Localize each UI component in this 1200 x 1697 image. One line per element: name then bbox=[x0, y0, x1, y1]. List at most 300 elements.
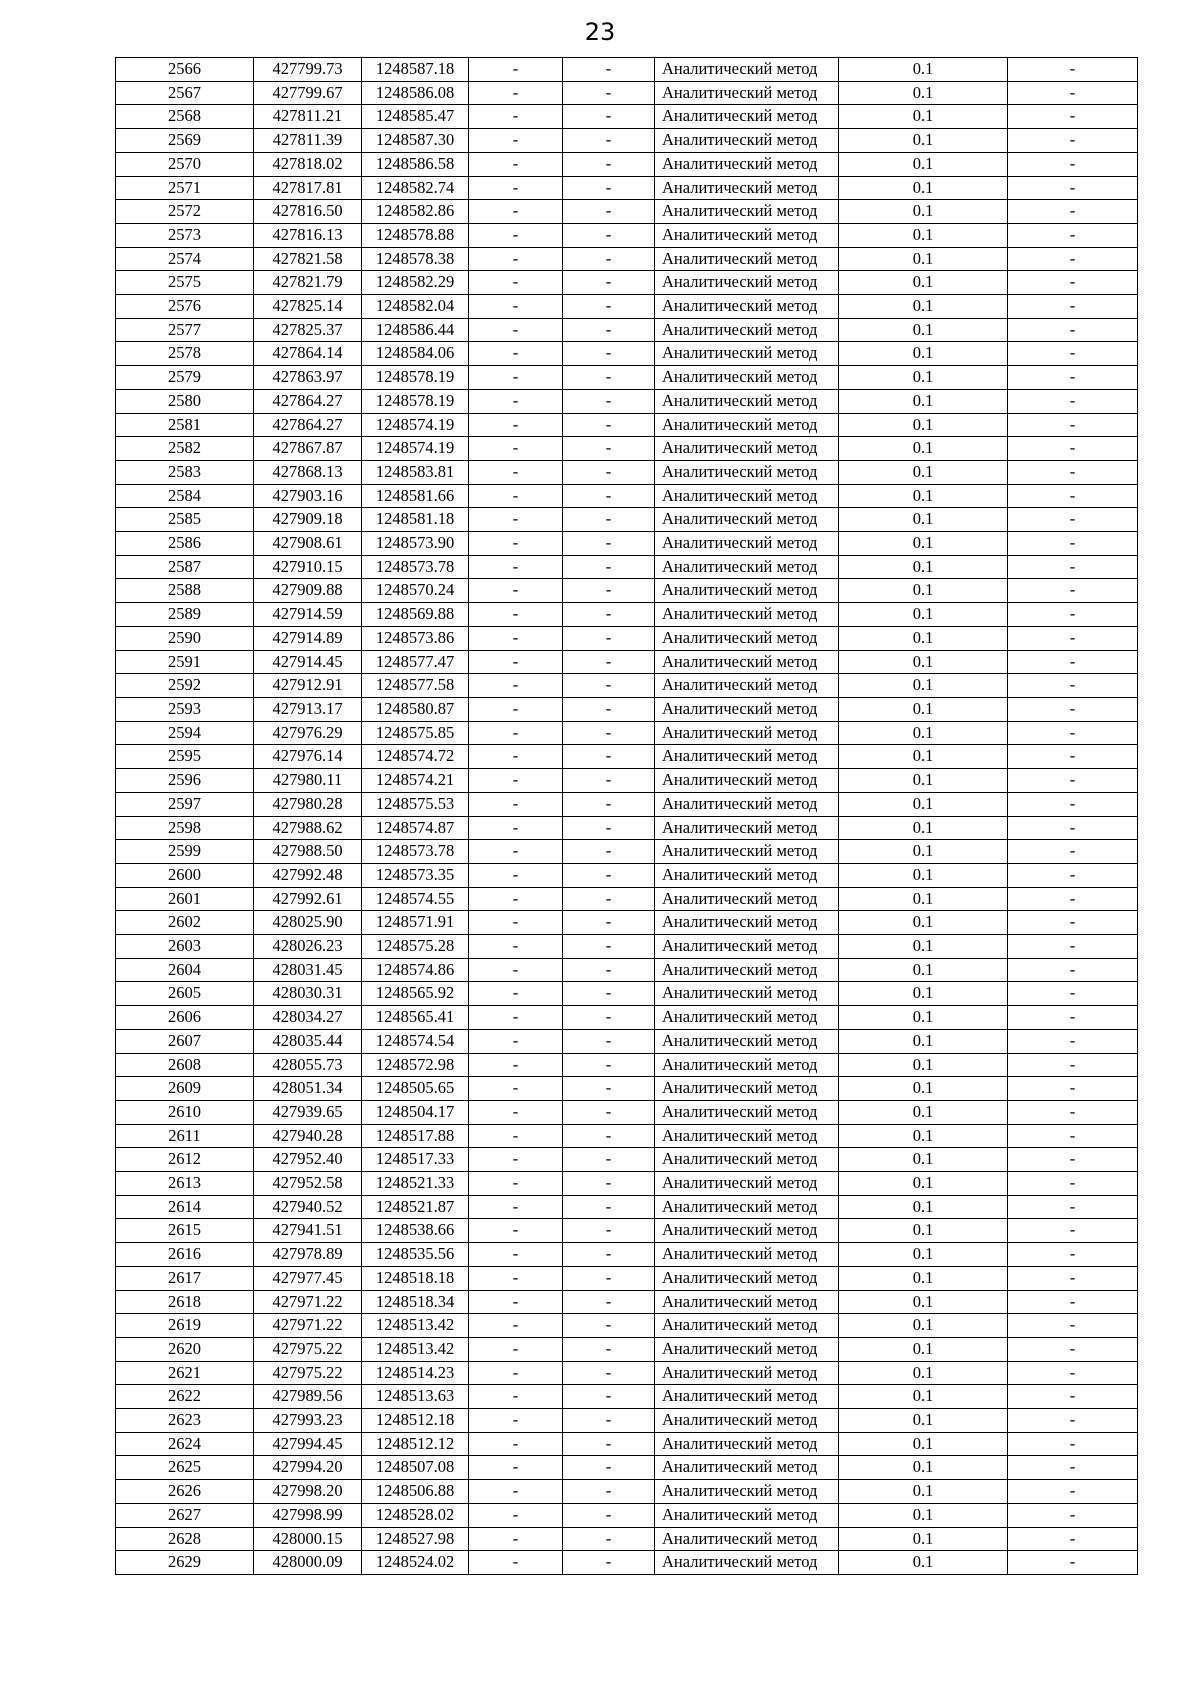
method-cell: Аналитический метод bbox=[655, 342, 839, 366]
point-number-cell: 2611 bbox=[116, 1124, 254, 1148]
x-coordinate-cell: 427816.13 bbox=[254, 223, 362, 247]
dash-cell: - bbox=[563, 1503, 655, 1527]
x-coordinate-cell: 427821.58 bbox=[254, 247, 362, 271]
point-number-cell: 2619 bbox=[116, 1314, 254, 1338]
x-coordinate-cell: 427825.37 bbox=[254, 318, 362, 342]
dash-cell: - bbox=[563, 626, 655, 650]
dash-cell: - bbox=[469, 389, 563, 413]
x-coordinate-cell: 428025.90 bbox=[254, 911, 362, 935]
method-cell: Аналитический метод bbox=[655, 792, 839, 816]
x-coordinate-cell: 427940.52 bbox=[254, 1195, 362, 1219]
dash-cell: - bbox=[469, 674, 563, 698]
dash-cell: - bbox=[563, 366, 655, 390]
table-row bbox=[116, 1480, 1138, 1504]
dash-cell: - bbox=[563, 887, 655, 911]
dash-cell: - bbox=[469, 887, 563, 911]
point-number-cell: 2568 bbox=[116, 105, 254, 129]
y-coordinate-cell: 1248573.35 bbox=[362, 863, 469, 887]
precision-cell: 0.1 bbox=[839, 105, 1008, 129]
precision-cell: 0.1 bbox=[839, 271, 1008, 295]
precision-cell: 0.1 bbox=[839, 1195, 1008, 1219]
dash-cell: - bbox=[563, 769, 655, 793]
dash-cell: - bbox=[1008, 1219, 1138, 1243]
table-row bbox=[116, 1195, 1138, 1219]
dash-cell: - bbox=[1008, 1100, 1138, 1124]
method-cell: Аналитический метод bbox=[655, 863, 839, 887]
dash-cell: - bbox=[1008, 1266, 1138, 1290]
point-number-cell: 2609 bbox=[116, 1077, 254, 1101]
dash-cell: - bbox=[469, 1243, 563, 1267]
dash-cell: - bbox=[1008, 982, 1138, 1006]
y-coordinate-cell: 1248517.88 bbox=[362, 1124, 469, 1148]
method-cell: Аналитический метод bbox=[655, 532, 839, 556]
precision-cell: 0.1 bbox=[839, 911, 1008, 935]
precision-cell: 0.1 bbox=[839, 1124, 1008, 1148]
table-row bbox=[116, 1361, 1138, 1385]
dash-cell: - bbox=[1008, 247, 1138, 271]
point-number-cell: 2614 bbox=[116, 1195, 254, 1219]
table-row bbox=[116, 958, 1138, 982]
precision-cell: 0.1 bbox=[839, 200, 1008, 224]
method-cell: Аналитический метод bbox=[655, 626, 839, 650]
dash-cell: - bbox=[469, 1053, 563, 1077]
method-cell: Аналитический метод bbox=[655, 1100, 839, 1124]
dash-cell: - bbox=[1008, 200, 1138, 224]
precision-cell: 0.1 bbox=[839, 1006, 1008, 1030]
dash-cell: - bbox=[563, 1029, 655, 1053]
table-row bbox=[116, 200, 1138, 224]
method-cell: Аналитический метод bbox=[655, 1527, 839, 1551]
precision-cell: 0.1 bbox=[839, 176, 1008, 200]
method-cell: Аналитический метод bbox=[655, 697, 839, 721]
dash-cell: - bbox=[1008, 1409, 1138, 1433]
y-coordinate-cell: 1248574.86 bbox=[362, 958, 469, 982]
table-row bbox=[116, 484, 1138, 508]
table-row bbox=[116, 176, 1138, 200]
dash-cell: - bbox=[1008, 840, 1138, 864]
dash-cell: - bbox=[563, 697, 655, 721]
dash-cell: - bbox=[1008, 1361, 1138, 1385]
precision-cell: 0.1 bbox=[839, 1077, 1008, 1101]
y-coordinate-cell: 1248518.34 bbox=[362, 1290, 469, 1314]
point-number-cell: 2583 bbox=[116, 460, 254, 484]
y-coordinate-cell: 1248582.86 bbox=[362, 200, 469, 224]
precision-cell: 0.1 bbox=[839, 1266, 1008, 1290]
dash-cell: - bbox=[469, 1314, 563, 1338]
precision-cell: 0.1 bbox=[839, 1551, 1008, 1575]
method-cell: Аналитический метод bbox=[655, 816, 839, 840]
dash-cell: - bbox=[1008, 81, 1138, 105]
precision-cell: 0.1 bbox=[839, 1385, 1008, 1409]
dash-cell: - bbox=[563, 437, 655, 461]
dash-cell: - bbox=[563, 1124, 655, 1148]
y-coordinate-cell: 1248506.88 bbox=[362, 1480, 469, 1504]
dash-cell: - bbox=[1008, 129, 1138, 153]
dash-cell: - bbox=[563, 1172, 655, 1196]
precision-cell: 0.1 bbox=[839, 840, 1008, 864]
x-coordinate-cell: 427971.22 bbox=[254, 1314, 362, 1338]
point-number-cell: 2577 bbox=[116, 318, 254, 342]
dash-cell: - bbox=[1008, 1124, 1138, 1148]
method-cell: Аналитический метод bbox=[655, 840, 839, 864]
point-number-cell: 2597 bbox=[116, 792, 254, 816]
dash-cell: - bbox=[563, 1456, 655, 1480]
precision-cell: 0.1 bbox=[839, 1290, 1008, 1314]
x-coordinate-cell: 427988.50 bbox=[254, 840, 362, 864]
dash-cell: - bbox=[563, 1100, 655, 1124]
x-coordinate-cell: 427978.89 bbox=[254, 1243, 362, 1267]
y-coordinate-cell: 1248587.18 bbox=[362, 58, 469, 82]
x-coordinate-cell: 427903.16 bbox=[254, 484, 362, 508]
precision-cell: 0.1 bbox=[839, 508, 1008, 532]
dash-cell: - bbox=[1008, 816, 1138, 840]
y-coordinate-cell: 1248581.18 bbox=[362, 508, 469, 532]
dash-cell: - bbox=[1008, 366, 1138, 390]
method-cell: Аналитический метод bbox=[655, 1337, 839, 1361]
table-row bbox=[116, 1077, 1138, 1101]
point-number-cell: 2622 bbox=[116, 1385, 254, 1409]
x-coordinate-cell: 428000.15 bbox=[254, 1527, 362, 1551]
x-coordinate-cell: 428055.73 bbox=[254, 1053, 362, 1077]
dash-cell: - bbox=[563, 579, 655, 603]
dash-cell: - bbox=[563, 318, 655, 342]
point-number-cell: 2590 bbox=[116, 626, 254, 650]
table-row bbox=[116, 650, 1138, 674]
dash-cell: - bbox=[469, 437, 563, 461]
table-row bbox=[116, 887, 1138, 911]
table-row bbox=[116, 342, 1138, 366]
dash-cell: - bbox=[563, 1314, 655, 1338]
method-cell: Аналитический метод bbox=[655, 674, 839, 698]
x-coordinate-cell: 427952.40 bbox=[254, 1148, 362, 1172]
point-number-cell: 2595 bbox=[116, 745, 254, 769]
precision-cell: 0.1 bbox=[839, 816, 1008, 840]
dash-cell: - bbox=[469, 792, 563, 816]
dash-cell: - bbox=[563, 200, 655, 224]
x-coordinate-cell: 428031.45 bbox=[254, 958, 362, 982]
method-cell: Аналитический метод bbox=[655, 81, 839, 105]
point-number-cell: 2629 bbox=[116, 1551, 254, 1575]
x-coordinate-cell: 428034.27 bbox=[254, 1006, 362, 1030]
y-coordinate-cell: 1248524.02 bbox=[362, 1551, 469, 1575]
dash-cell: - bbox=[563, 555, 655, 579]
method-cell: Аналитический метод bbox=[655, 1195, 839, 1219]
point-number-cell: 2618 bbox=[116, 1290, 254, 1314]
x-coordinate-cell: 427941.51 bbox=[254, 1219, 362, 1243]
dash-cell: - bbox=[563, 1337, 655, 1361]
dash-cell: - bbox=[1008, 769, 1138, 793]
method-cell: Аналитический метод bbox=[655, 1077, 839, 1101]
dash-cell: - bbox=[469, 1029, 563, 1053]
table-row bbox=[116, 1006, 1138, 1030]
y-coordinate-cell: 1248574.21 bbox=[362, 769, 469, 793]
dash-cell: - bbox=[469, 555, 563, 579]
method-cell: Аналитический метод bbox=[655, 413, 839, 437]
dash-cell: - bbox=[563, 1053, 655, 1077]
x-coordinate-cell: 427971.22 bbox=[254, 1290, 362, 1314]
method-cell: Аналитический метод bbox=[655, 295, 839, 319]
method-cell: Аналитический метод bbox=[655, 1409, 839, 1433]
dash-cell: - bbox=[1008, 1029, 1138, 1053]
dash-cell: - bbox=[469, 982, 563, 1006]
point-number-cell: 2576 bbox=[116, 295, 254, 319]
dash-cell: - bbox=[563, 271, 655, 295]
dash-cell: - bbox=[563, 295, 655, 319]
method-cell: Аналитический метод bbox=[655, 935, 839, 959]
table-row bbox=[116, 626, 1138, 650]
point-number-cell: 2599 bbox=[116, 840, 254, 864]
dash-cell: - bbox=[563, 1361, 655, 1385]
method-cell: Аналитический метод bbox=[655, 1503, 839, 1527]
dash-cell: - bbox=[563, 247, 655, 271]
dash-cell: - bbox=[469, 1551, 563, 1575]
method-cell: Аналитический метод bbox=[655, 1006, 839, 1030]
point-number-cell: 2616 bbox=[116, 1243, 254, 1267]
dash-cell: - bbox=[469, 1266, 563, 1290]
y-coordinate-cell: 1248582.04 bbox=[362, 295, 469, 319]
method-cell: Аналитический метод bbox=[655, 1314, 839, 1338]
dash-cell: - bbox=[469, 745, 563, 769]
dash-cell: - bbox=[469, 532, 563, 556]
table-row bbox=[116, 247, 1138, 271]
table-row bbox=[116, 437, 1138, 461]
table-row bbox=[116, 508, 1138, 532]
table-row bbox=[116, 579, 1138, 603]
y-coordinate-cell: 1248574.55 bbox=[362, 887, 469, 911]
x-coordinate-cell: 427989.56 bbox=[254, 1385, 362, 1409]
precision-cell: 0.1 bbox=[839, 792, 1008, 816]
x-coordinate-cell: 427868.13 bbox=[254, 460, 362, 484]
dash-cell: - bbox=[563, 1243, 655, 1267]
x-coordinate-cell: 427910.15 bbox=[254, 555, 362, 579]
method-cell: Аналитический метод bbox=[655, 1053, 839, 1077]
precision-cell: 0.1 bbox=[839, 603, 1008, 627]
y-coordinate-cell: 1248585.47 bbox=[362, 105, 469, 129]
x-coordinate-cell: 428051.34 bbox=[254, 1077, 362, 1101]
precision-cell: 0.1 bbox=[839, 1503, 1008, 1527]
precision-cell: 0.1 bbox=[839, 1361, 1008, 1385]
y-coordinate-cell: 1248575.28 bbox=[362, 935, 469, 959]
point-number-cell: 2603 bbox=[116, 935, 254, 959]
dash-cell: - bbox=[469, 1456, 563, 1480]
method-cell: Аналитический метод bbox=[655, 1266, 839, 1290]
dash-cell: - bbox=[469, 1219, 563, 1243]
x-coordinate-cell: 427818.02 bbox=[254, 152, 362, 176]
precision-cell: 0.1 bbox=[839, 460, 1008, 484]
precision-cell: 0.1 bbox=[839, 1148, 1008, 1172]
dash-cell: - bbox=[563, 603, 655, 627]
dash-cell: - bbox=[469, 366, 563, 390]
table-row bbox=[116, 460, 1138, 484]
x-coordinate-cell: 427864.27 bbox=[254, 413, 362, 437]
dash-cell: - bbox=[469, 1290, 563, 1314]
point-number-cell: 2615 bbox=[116, 1219, 254, 1243]
precision-cell: 0.1 bbox=[839, 1456, 1008, 1480]
table-row bbox=[116, 1527, 1138, 1551]
dash-cell: - bbox=[563, 152, 655, 176]
dash-cell: - bbox=[563, 532, 655, 556]
dash-cell: - bbox=[469, 1195, 563, 1219]
dash-cell: - bbox=[469, 1409, 563, 1433]
method-cell: Аналитический метод bbox=[655, 437, 839, 461]
precision-cell: 0.1 bbox=[839, 579, 1008, 603]
dash-cell: - bbox=[1008, 1385, 1138, 1409]
table-row bbox=[116, 603, 1138, 627]
dash-cell: - bbox=[1008, 105, 1138, 129]
point-number-cell: 2587 bbox=[116, 555, 254, 579]
y-coordinate-cell: 1248518.18 bbox=[362, 1266, 469, 1290]
dash-cell: - bbox=[563, 1409, 655, 1433]
method-cell: Аналитический метод bbox=[655, 129, 839, 153]
method-cell: Аналитический метод bbox=[655, 555, 839, 579]
precision-cell: 0.1 bbox=[839, 389, 1008, 413]
precision-cell: 0.1 bbox=[839, 484, 1008, 508]
point-number-cell: 2610 bbox=[116, 1100, 254, 1124]
dash-cell: - bbox=[469, 1361, 563, 1385]
dash-cell: - bbox=[1008, 318, 1138, 342]
precision-cell: 0.1 bbox=[839, 769, 1008, 793]
y-coordinate-cell: 1248512.12 bbox=[362, 1432, 469, 1456]
x-coordinate-cell: 427811.39 bbox=[254, 129, 362, 153]
precision-cell: 0.1 bbox=[839, 650, 1008, 674]
table-row bbox=[116, 295, 1138, 319]
precision-cell: 0.1 bbox=[839, 342, 1008, 366]
precision-cell: 0.1 bbox=[839, 152, 1008, 176]
x-coordinate-cell: 427976.14 bbox=[254, 745, 362, 769]
table-row bbox=[116, 697, 1138, 721]
precision-cell: 0.1 bbox=[839, 366, 1008, 390]
y-coordinate-cell: 1248574.54 bbox=[362, 1029, 469, 1053]
dash-cell: - bbox=[1008, 1337, 1138, 1361]
method-cell: Аналитический метод bbox=[655, 1290, 839, 1314]
dash-cell: - bbox=[469, 579, 563, 603]
dash-cell: - bbox=[1008, 1243, 1138, 1267]
table-row bbox=[116, 1456, 1138, 1480]
precision-cell: 0.1 bbox=[839, 958, 1008, 982]
y-coordinate-cell: 1248572.98 bbox=[362, 1053, 469, 1077]
y-coordinate-cell: 1248538.66 bbox=[362, 1219, 469, 1243]
dash-cell: - bbox=[469, 1006, 563, 1030]
table-row bbox=[116, 1172, 1138, 1196]
dash-cell: - bbox=[1008, 58, 1138, 82]
x-coordinate-cell: 427909.88 bbox=[254, 579, 362, 603]
precision-cell: 0.1 bbox=[839, 626, 1008, 650]
precision-cell: 0.1 bbox=[839, 721, 1008, 745]
method-cell: Аналитический метод bbox=[655, 1243, 839, 1267]
dash-cell: - bbox=[563, 81, 655, 105]
table-row bbox=[116, 769, 1138, 793]
precision-cell: 0.1 bbox=[839, 555, 1008, 579]
method-cell: Аналитический метод bbox=[655, 105, 839, 129]
y-coordinate-cell: 1248581.66 bbox=[362, 484, 469, 508]
dash-cell: - bbox=[469, 840, 563, 864]
dash-cell: - bbox=[1008, 1456, 1138, 1480]
x-coordinate-cell: 427914.59 bbox=[254, 603, 362, 627]
dash-cell: - bbox=[469, 247, 563, 271]
dash-cell: - bbox=[1008, 176, 1138, 200]
dash-cell: - bbox=[1008, 1195, 1138, 1219]
y-coordinate-cell: 1248574.72 bbox=[362, 745, 469, 769]
precision-cell: 0.1 bbox=[839, 887, 1008, 911]
method-cell: Аналитический метод bbox=[655, 1029, 839, 1053]
table-row bbox=[116, 911, 1138, 935]
precision-cell: 0.1 bbox=[839, 1480, 1008, 1504]
precision-cell: 0.1 bbox=[839, 863, 1008, 887]
dash-cell: - bbox=[563, 223, 655, 247]
dash-cell: - bbox=[563, 958, 655, 982]
point-number-cell: 2573 bbox=[116, 223, 254, 247]
method-cell: Аналитический метод bbox=[655, 745, 839, 769]
precision-cell: 0.1 bbox=[839, 1409, 1008, 1433]
dash-cell: - bbox=[1008, 152, 1138, 176]
dash-cell: - bbox=[469, 626, 563, 650]
point-number-cell: 2586 bbox=[116, 532, 254, 556]
point-number-cell: 2598 bbox=[116, 816, 254, 840]
dash-cell: - bbox=[469, 318, 563, 342]
dash-cell: - bbox=[469, 176, 563, 200]
table-row bbox=[116, 1243, 1138, 1267]
y-coordinate-cell: 1248578.88 bbox=[362, 223, 469, 247]
dash-cell: - bbox=[469, 223, 563, 247]
dash-cell: - bbox=[469, 105, 563, 129]
table-row bbox=[116, 129, 1138, 153]
precision-cell: 0.1 bbox=[839, 413, 1008, 437]
x-coordinate-cell: 427912.91 bbox=[254, 674, 362, 698]
dash-cell: - bbox=[1008, 1290, 1138, 1314]
x-coordinate-cell: 427976.29 bbox=[254, 721, 362, 745]
table-row bbox=[116, 1409, 1138, 1433]
point-number-cell: 2585 bbox=[116, 508, 254, 532]
dash-cell: - bbox=[1008, 1527, 1138, 1551]
dash-cell: - bbox=[1008, 532, 1138, 556]
point-number-cell: 2575 bbox=[116, 271, 254, 295]
x-coordinate-cell: 427980.11 bbox=[254, 769, 362, 793]
dash-cell: - bbox=[1008, 1551, 1138, 1575]
precision-cell: 0.1 bbox=[839, 318, 1008, 342]
dash-cell: - bbox=[469, 1480, 563, 1504]
dash-cell: - bbox=[469, 58, 563, 82]
y-coordinate-cell: 1248574.19 bbox=[362, 437, 469, 461]
y-coordinate-cell: 1248583.81 bbox=[362, 460, 469, 484]
y-coordinate-cell: 1248577.47 bbox=[362, 650, 469, 674]
point-number-cell: 2612 bbox=[116, 1148, 254, 1172]
point-number-cell: 2613 bbox=[116, 1172, 254, 1196]
x-coordinate-cell: 427914.89 bbox=[254, 626, 362, 650]
y-coordinate-cell: 1248586.08 bbox=[362, 81, 469, 105]
y-coordinate-cell: 1248574.19 bbox=[362, 413, 469, 437]
dash-cell: - bbox=[1008, 508, 1138, 532]
method-cell: Аналитический метод bbox=[655, 603, 839, 627]
dash-cell: - bbox=[563, 1480, 655, 1504]
dash-cell: - bbox=[1008, 887, 1138, 911]
x-coordinate-cell: 428035.44 bbox=[254, 1029, 362, 1053]
dash-cell: - bbox=[469, 460, 563, 484]
x-coordinate-cell: 427993.23 bbox=[254, 1409, 362, 1433]
table-row bbox=[116, 863, 1138, 887]
dash-cell: - bbox=[1008, 792, 1138, 816]
x-coordinate-cell: 427909.18 bbox=[254, 508, 362, 532]
precision-cell: 0.1 bbox=[839, 223, 1008, 247]
dash-cell: - bbox=[563, 1527, 655, 1551]
point-number-cell: 2589 bbox=[116, 603, 254, 627]
point-number-cell: 2588 bbox=[116, 579, 254, 603]
precision-cell: 0.1 bbox=[839, 295, 1008, 319]
table-row bbox=[116, 1385, 1138, 1409]
point-number-cell: 2627 bbox=[116, 1503, 254, 1527]
precision-cell: 0.1 bbox=[839, 982, 1008, 1006]
x-coordinate-cell: 427863.97 bbox=[254, 366, 362, 390]
x-coordinate-cell: 427994.45 bbox=[254, 1432, 362, 1456]
